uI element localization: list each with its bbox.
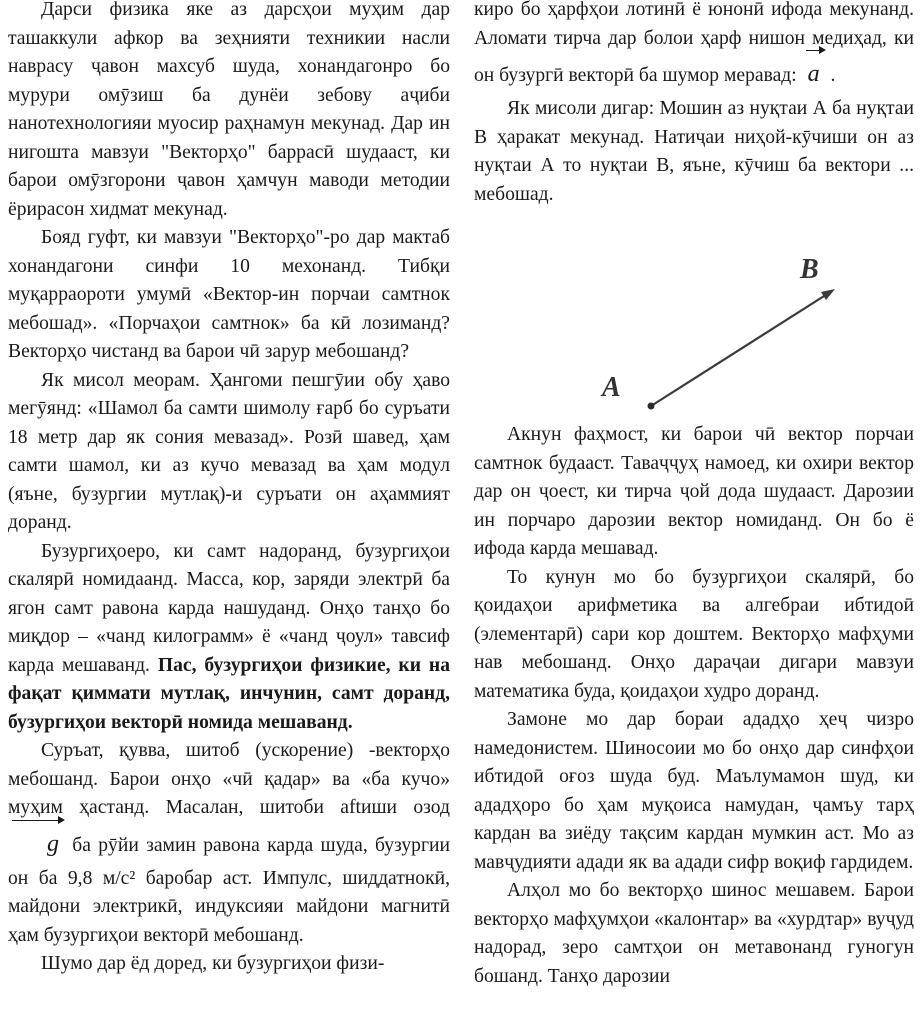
paragraph-numbers-history: Замоне мо дар бораи ададҳо ҳеҷ чизро намедонистем. Шиносоии мо бо онҳо дар синфҳои ибтидоӣ оғоз шуда буд. Маълумамон шуд, ки ададҳоро бо ҳам муқоиса намудан, ҷамъу тарҳ кардан ва зиёду тақсим кардан мумкин аст. Мо аз мавҷудияти адади як ва адади сифр воқиф гардидем.	[474, 709, 914, 873]
vector-a-symbol: a	[802, 53, 826, 95]
paragraph-car-example: Як мисоли дигар: Мошин аз нуқтаи А ба нуқтаи В ҳаракат мекунад. Натиҷаи ниҳой-кӯчиши он аз нуқтаи А то нуқтаи В, яъне, кӯчиш ба вектори ... мебошад.	[474, 98, 914, 205]
vector-ab-figure	[474, 246, 914, 451]
vector-g-symbol: g	[8, 823, 65, 865]
velocity-text-1: Суръат, қувва, шитоб (ускорение) -векторҳо мебошанд. Барои онҳо «чӣ қадар» ва «ба кучо» муҳим ҳастанд. Масалан, шитоби аftиши озод	[8, 740, 450, 818]
paragraph-intro: Дарси физика яке аз дарсҳои муҳим дар ташаккули афкор ва зеҳнияти техникии насли наврасу ҷавон махсуб шуда, хонандагонро бо мурури омӯзиш ба дунёи зебову аҷиби нанотехнологияи муосир раҳнамун мекунад. Дар ин нигошта мавзуи "Векторҳо" баррасӣ шудааст, ки барои омӯзгорони ҷавон ҳамчун маводи методии ёрирасон хидмат мекунад.	[8, 0, 450, 220]
paragraph-directed-segment: Акнун фаҳмост, ки барои чӣ вектор порчаи самтнок будааст. Таваҷҷуҳ намоед, ки охири вектор дар он ҷоест, ки тирча ҷой дода шудааст. Дарозии ин порчаро дарозии вектор номиданд. Он бо ё ифода карда мешавад.	[474, 424, 914, 559]
paragraph-velocity-force	[8, 737, 450, 950]
vector-quantities-definition: Пас, бузургиҳои физикие, ки на фақат қиммати мутлақ, инчунин, самт доранд, бузургиҳои векторӣ номида мешаванд.	[8, 654, 450, 733]
paragraph-wind-example: Як мисол меорам. Ҳангоми пешгӯии обу ҳаво мегӯянд: «Шамол ба самти шимолу ғарб бо суръати 18 метр дар як сония мевазад». Розӣ шавед, ҳам самти шамол, ки аз кучо мевазад ва ҳам модул (яъне, бузургии мутлақ)-и суръати он аҳаммият доранд.	[8, 369, 450, 533]
vector-arrowhead	[821, 289, 835, 300]
paragraph-notation	[474, 0, 914, 95]
left-column	[8, 0, 450, 979]
point-a-label: A	[602, 372, 621, 403]
paragraph-vectors-definition: Бояд гуфт, ки мавзуи "Векторҳо"-ро дар мактаб хонандагони синфи 10 мехонанд. Тибқи муқарраороти умумӣ «Вектор-ин порчаи самтнок мебошад». «Порчаҳои самтнок» ба кӣ лозиманд? Векторҳо чистанд ва барои чӣ зарур мебошанд?	[8, 227, 450, 362]
point-b-label: B	[800, 254, 819, 285]
notation-text-1: киро бо ҳарфҳои лотинӣ ё юнонӣ ифода мекунанд. Аломати тирча дар болои ҳарф нишон медиҳад, ки он бузургӣ векторӣ ба шумор меравад:	[474, 0, 914, 86]
right-column	[474, 0, 914, 991]
velocity-text-2: ба рӯйи замин равона карда шуда, бузургии он ба 9,8 м/с² баробар аст. Импулс, шиддатнокӣ, майдони электрикӣ, индуксияи майдони магнитӣ ҳам бузургиҳои векторӣ мебошанд.	[8, 834, 450, 946]
notation-text-2: .	[830, 65, 836, 86]
vector-ab-line	[651, 291, 832, 406]
paragraph-scalars	[8, 538, 450, 738]
paragraph-vector-comparison: Алҳол мо бо векторҳо шинос мешавем. Барои векторҳо мафҳумҳои «калонтар» ва «хурдтар» вуҷуд надорад, зеро самтҳои он метавонанд гуногун бошанд. Танҳо дарозии	[474, 880, 914, 987]
paragraph-continuation: Шумо дар ёд доред, ки бузургиҳои физи-	[41, 953, 385, 974]
point-a-dot	[648, 403, 655, 410]
vector-ab-diagram	[474, 246, 914, 451]
scalars-text: Бузургиҳоеро, ки самт надоранд, бузургиҳои скалярӣ номидаанд. Масса, кор, заряди электрӣ ба ягон самт равона карда нашуданд. Онҳо танҳо бо миқдор – «чанд килограмм» ё «чанд ҷоул» тавсиф карда мешаванд.	[8, 540, 450, 676]
paragraph-scalar-arithmetic: То кунун мо бо бузургиҳои скалярӣ, бо қоидаҳои арифметика ва алгебраи ибтидоӣ (элементарӣ) сари кор доштем. Векторҳо мафҳуми нав мебошанд. Онҳо дараҷаи дигари мавзуи математика буда, қоидаҳои худро доранд.	[474, 566, 914, 702]
